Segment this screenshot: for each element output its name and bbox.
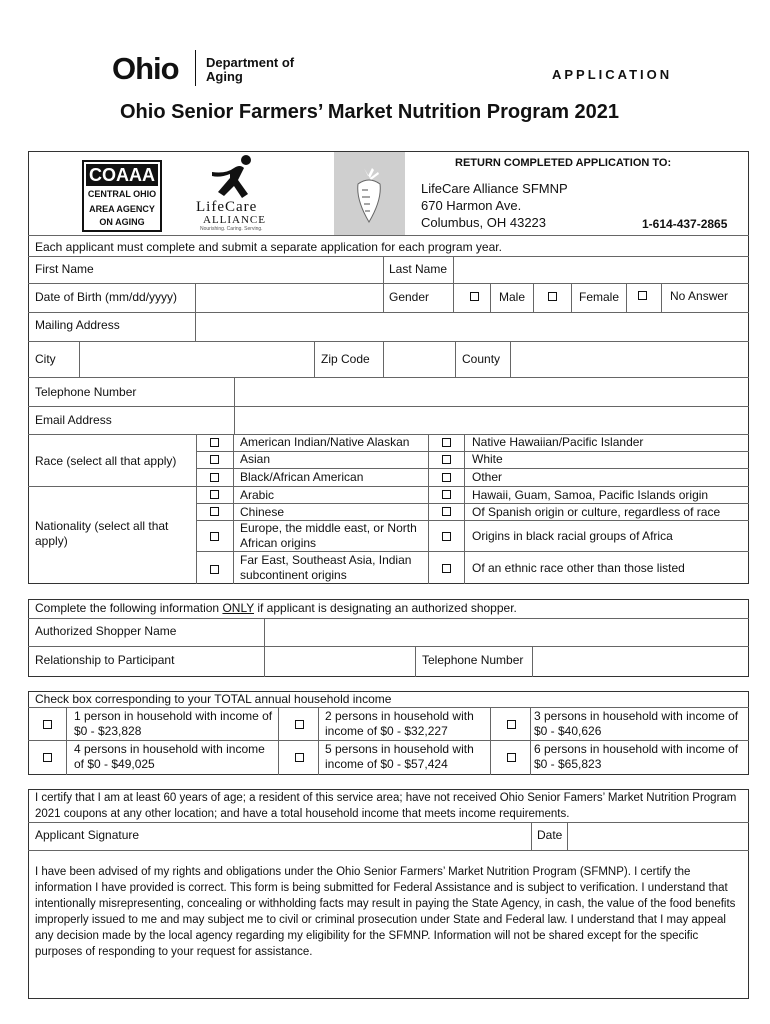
gender-no-answer-checkbox[interactable] bbox=[638, 291, 647, 300]
race-black-label: Black/African American bbox=[240, 470, 364, 484]
shopper-telephone-field[interactable] bbox=[533, 647, 748, 676]
income-instruction: Check box corresponding to your TOTAL annual household income bbox=[35, 692, 392, 706]
nationality-far-east-label: Far East, Southeast Asia, Indian subcontinent origins bbox=[240, 553, 412, 582]
income-5-persons-checkbox[interactable] bbox=[295, 753, 304, 762]
zip-field[interactable] bbox=[384, 342, 454, 376]
income-3-persons-label: 3 persons in household with income of $0 - $40,626 bbox=[534, 709, 739, 738]
race-american-indian-label: American Indian/Native Alaskan bbox=[240, 435, 410, 449]
income-6-persons-label: 6 persons in household with income of $0 - $65,823 bbox=[534, 742, 739, 771]
date-field[interactable] bbox=[568, 823, 748, 849]
return-heading: RETURN COMPLETED APPLICATION TO: bbox=[455, 157, 672, 169]
income-4-persons-label: 4 persons in household with income of $0 - $49,025 bbox=[74, 742, 265, 771]
coaaa-name: COAAA bbox=[86, 164, 158, 186]
income-1-person-label: 1 person in household with income of $0 - $23,828 bbox=[74, 709, 273, 738]
last-name-label: Last Name bbox=[389, 262, 448, 276]
nationality-far-east-checkbox[interactable] bbox=[210, 565, 219, 574]
lifecare-figure-icon bbox=[208, 154, 258, 200]
county-field[interactable] bbox=[511, 342, 748, 376]
coaaa-line1: CENTRAL OHIO bbox=[87, 189, 157, 199]
dept-line2: Aging bbox=[206, 69, 243, 84]
nationality-arabic-checkbox[interactable] bbox=[210, 490, 219, 499]
gender-no-answer-label: No Answer bbox=[670, 289, 729, 303]
carrot-icon bbox=[352, 166, 386, 224]
lifecare-line2: ALLIANCE bbox=[203, 214, 266, 226]
race-native-hawaiian-checkbox[interactable] bbox=[442, 438, 451, 447]
income-4-persons-checkbox[interactable] bbox=[43, 753, 52, 762]
email-field[interactable] bbox=[235, 407, 748, 434]
nationality-arabic-label: Arabic bbox=[240, 488, 275, 502]
shopper-instruction-only: ONLY bbox=[222, 601, 255, 615]
nationality-other-checkbox[interactable] bbox=[442, 564, 451, 573]
nationality-africa-checkbox[interactable] bbox=[442, 532, 451, 541]
nationality-europe-label: Europe, the middle east, or North African origins bbox=[240, 521, 417, 550]
gender-male-checkbox[interactable] bbox=[470, 292, 479, 301]
relationship-label: Relationship to Participant bbox=[35, 653, 175, 667]
race-asian-checkbox[interactable] bbox=[210, 455, 219, 464]
nationality-other-label: Of an ethnic race other than those listed bbox=[472, 561, 685, 575]
nationality-spanish-checkbox[interactable] bbox=[442, 507, 451, 516]
city-label: City bbox=[35, 352, 56, 366]
return-phone: 1-614-437-2865 bbox=[642, 217, 728, 231]
logo-divider bbox=[195, 50, 196, 86]
city-field[interactable] bbox=[80, 342, 314, 376]
income-6-persons-checkbox[interactable] bbox=[507, 753, 516, 762]
email-label: Email Address bbox=[35, 413, 112, 427]
dob-field[interactable] bbox=[196, 284, 382, 311]
race-label: Race (select all that apply) bbox=[35, 454, 177, 468]
mailing-address-label: Mailing Address bbox=[35, 318, 120, 332]
nationality-chinese-label: Chinese bbox=[240, 505, 285, 519]
applicant-instruction: Each applicant must complete and submit a separate application for each program year. bbox=[35, 240, 502, 254]
income-2-persons-checkbox[interactable] bbox=[295, 720, 304, 729]
gender-male-label: Male bbox=[499, 290, 526, 304]
coaaa-line3: ON AGING bbox=[99, 217, 145, 227]
mailing-address-field[interactable] bbox=[196, 313, 748, 340]
nationality-africa-label: Origins in black racial groups of Africa bbox=[472, 529, 673, 543]
gender-label: Gender bbox=[389, 290, 430, 304]
ohio-logo: Ohio bbox=[112, 51, 179, 86]
nationality-spanish-label: Of Spanish origin or culture, regardless of race bbox=[472, 505, 721, 519]
race-white-checkbox[interactable] bbox=[442, 455, 451, 464]
nationality-chinese-checkbox[interactable] bbox=[210, 507, 219, 516]
signature-label: Applicant Signature bbox=[35, 828, 140, 842]
race-white-label: White bbox=[472, 452, 503, 466]
race-other-checkbox[interactable] bbox=[442, 473, 451, 482]
return-street: 670 Harmon Ave. bbox=[421, 198, 522, 213]
income-1-person-checkbox[interactable] bbox=[43, 720, 52, 729]
shopper-telephone-label: Telephone Number bbox=[422, 653, 524, 667]
shopper-instruction bbox=[35, 601, 517, 616]
coaaa-line2: AREA AGENCY bbox=[89, 204, 155, 214]
certify-statement: I certify that I am at least 60 years of age; a resident of this service area; have not received Ohio Senior Famers’ Market Nutrition Program 2021 coupons at any other location; and have a total household income that meets income requirements. bbox=[35, 792, 737, 820]
first-name-field[interactable] bbox=[195, 257, 383, 282]
shopper-instruction-post: if applicant is designating an authorized shopper. bbox=[254, 601, 517, 615]
telephone-label: Telephone Number bbox=[35, 385, 137, 399]
gender-female-checkbox[interactable] bbox=[548, 292, 557, 301]
income-5-persons-label: 5 persons in household with income of $0 - $57,424 bbox=[325, 742, 474, 771]
page-title: Ohio Senior Farmers’ Market Nutrition Program 2021 bbox=[120, 101, 620, 123]
return-city: Columbus, OH 43223 bbox=[421, 215, 547, 230]
race-native-hawaiian-label: Native Hawaiian/Pacific Islander bbox=[472, 435, 644, 449]
lifecare-tagline: Nourishing. Caring. Serving. bbox=[200, 226, 263, 232]
race-asian-label: Asian bbox=[240, 452, 271, 466]
income-3-persons-checkbox[interactable] bbox=[507, 720, 516, 729]
zip-label: Zip Code bbox=[321, 352, 370, 366]
race-american-indian-checkbox[interactable] bbox=[210, 438, 219, 447]
income-2-persons-label: 2 persons in household with income of $0 - $32,227 bbox=[325, 709, 474, 738]
coaaa-logo bbox=[82, 160, 162, 232]
rights-statement: I have been advised of my rights and obligations under the Ohio Senior Farmers’ Market Nutrition Program (SFMNP). I certify the information I have provided is correct. This form is being submitted for Federal Assistance and is subject to verification. I understand that intentionally misrepresenting, concealing or withholding facts may result in paying the State Agency, in cash, the value of the food benefits improperly issued to me and may subject me to civil or criminal prosecution under State and Federal law. I understand that I may appeal any decision made by the local agency regarding my eligibility for the SFMNP. Information will not be shared except for the specific purposes of responding to your request for assistance. bbox=[35, 866, 736, 958]
lifecare-line1: LifeCare bbox=[196, 199, 258, 215]
nationality-hawaii-checkbox[interactable] bbox=[442, 490, 451, 499]
telephone-field[interactable] bbox=[235, 378, 748, 406]
shopper-name-field[interactable] bbox=[265, 619, 748, 646]
form-type: APPLICATION bbox=[552, 67, 673, 82]
shopper-instruction-pre: Complete the following information bbox=[35, 601, 223, 615]
nationality-europe-checkbox[interactable] bbox=[210, 532, 219, 541]
dept-line1: Department of bbox=[206, 55, 295, 70]
nationality-label: Nationality (select all that apply) bbox=[35, 519, 169, 548]
return-org: LifeCare Alliance SFMNP bbox=[421, 181, 568, 196]
dob-label: Date of Birth (mm/dd/yyyy) bbox=[35, 290, 178, 304]
last-name-field[interactable] bbox=[454, 257, 748, 282]
race-other-label: Other bbox=[472, 470, 503, 484]
first-name-label: First Name bbox=[35, 262, 94, 276]
gender-female-label: Female bbox=[579, 290, 620, 304]
relationship-field[interactable] bbox=[265, 647, 414, 676]
signature-field[interactable] bbox=[140, 823, 530, 849]
county-label: County bbox=[462, 352, 501, 366]
nationality-hawaii-label: Hawaii, Guam, Samoa, Pacific Islands origin bbox=[472, 488, 709, 502]
date-label: Date bbox=[537, 828, 563, 842]
shopper-name-label: Authorized Shopper Name bbox=[35, 624, 177, 638]
race-black-checkbox[interactable] bbox=[210, 473, 219, 482]
